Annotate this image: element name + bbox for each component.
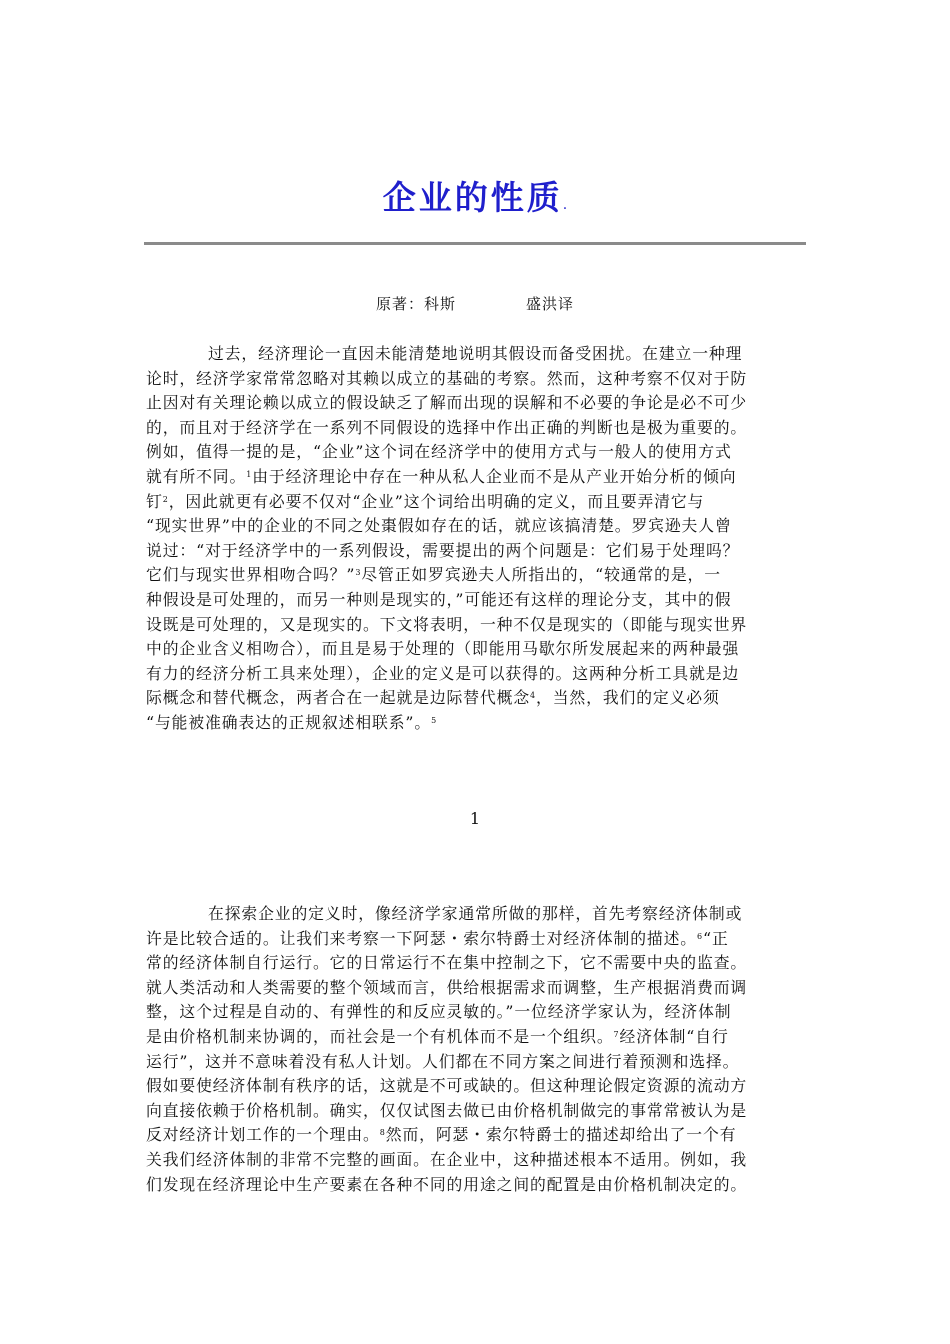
- text-line: 中的企业含义相吻合），而且是易于处理的（即能用马歇尔所发展起来的两种最强: [146, 639, 740, 659]
- footnote-marker[interactable]: 4: [530, 691, 537, 701]
- text-line: [146, 927, 806, 952]
- line-text: 是由价格机制来协调的，而社会是一个有机体而不是一个组织。: [146, 1026, 614, 1046]
- text-line: 过去，经济理论一直因未能清楚地说明其假设而备受困扰。在建立一种理: [208, 344, 743, 363]
- document-title: [0, 176, 950, 227]
- text-line: 常的经济体制自行运行。它的日常运行不在集中控制之下，它不需要中央的监查。: [146, 953, 748, 973]
- text-line: [146, 686, 806, 711]
- footnote-marker[interactable]: 2: [162, 494, 169, 504]
- text-line: 论时，经济学家常常忽略对其赖以成立的基础的考察。然而，这种考察不仅对于防: [146, 368, 748, 388]
- author-credit: 原著：科斯: [375, 295, 456, 313]
- line-text: 许是比较合适的。让我们来考察一下阿瑟・索尔特爵士对经济体制的描述。: [146, 928, 697, 948]
- text-line: [146, 563, 806, 588]
- footnote-marker[interactable]: 7: [613, 1029, 620, 1039]
- text-line: 整，这个过程是自动的、有弹性的和反应灵敏的。”一位经济学家认为，经济体制: [146, 1002, 732, 1022]
- title-divider: [144, 242, 806, 245]
- line-text: 反对经济计划工作的一个理由。: [146, 1125, 380, 1145]
- line-text: 际概念和替代概念，两者合在一起就是边际替代概念: [146, 688, 531, 708]
- line-text: 它们与现实世界相吻合吗？”: [146, 565, 356, 585]
- text-line: [146, 490, 806, 515]
- footnote-marker[interactable]: 6: [697, 931, 703, 941]
- body-paragraph-2: [146, 902, 806, 1197]
- line-text: “正: [703, 928, 729, 948]
- line-text: 就有所不同。: [146, 466, 247, 486]
- text-line: 运行”，这并不意味着没有私人计划。人们都在不同方案之间进行着预测和选择。: [146, 1051, 740, 1071]
- text-line: 说过：“对于经济学中的一系列假设，需要提出的两个问题是：它们易于处理吗？: [146, 540, 740, 560]
- line-text: 尽管正如罗宾逊夫人所指出的，“较通常的是，一: [361, 565, 721, 585]
- translator-credit: 盛洪译: [526, 295, 575, 313]
- text-line: 设既是可处理的，又是现实的。下文将表明，一种不仅是现实的（即能与现实世界: [146, 614, 748, 634]
- text-line: 种假设是可处理的，而另一种则是现实的，”可能还有这样的理论分支，其中的假: [146, 589, 732, 609]
- text-line: 就人类活动和人类需要的整个领域而言，供给根据需求而调整，生产根据消费而调: [146, 977, 748, 997]
- text-line: 假如要使经济体制有秩序的话，这就是不可或缺的。但这种理论假定资源的流动方: [146, 1076, 748, 1096]
- text-line: 止因对有关理论赖以成立的假设缺乏了解而出现的误解和不必要的争论是必不可少: [146, 393, 748, 413]
- text-line: [146, 1025, 806, 1050]
- text-line: 在探索企业的定义时，像经济学家通常所做的那样，首先考察经济体制或: [208, 904, 743, 923]
- body-paragraph-1: [146, 342, 806, 736]
- text-line: 向直接依赖于价格机制。确实，仅仅试图去做已由价格机制做完的事常常被认为是: [146, 1100, 748, 1120]
- text-line: 关我们经济体制的非常不完整的画面。在企业中，这种描述根本不适用。例如，我: [146, 1149, 748, 1169]
- page-number: 1: [469, 809, 481, 828]
- line-text: ，因此就更有必要不仅对“企业”这个词给出明确的定义，而且要弄清它与: [168, 491, 705, 511]
- footnote-marker[interactable]: 3: [355, 568, 362, 578]
- text-line: 的，而且对于经济学在一系列不同假设的选择中作出正确的判断也是极为重要的。: [146, 417, 748, 437]
- line-text: “与能被准确表达的正规叙述相联系”。: [146, 712, 432, 732]
- text-line: 们发现在经济理论中生产要素在各种不同的用途之间的配置是由价格机制决定的。: [146, 1174, 748, 1194]
- title-mark: .: [562, 197, 568, 213]
- text-line: [146, 1123, 806, 1148]
- line-text: 经济体制“自行: [619, 1026, 729, 1046]
- text-line: 例如，值得一提的是，“企业”这个词在经济学中的使用方式与一般人的使用方式: [146, 442, 732, 462]
- document-title-text: 企业的性质: [382, 178, 563, 217]
- text-line: [146, 465, 806, 490]
- byline: [0, 294, 950, 314]
- text-line: 有力的经济分析工具来处理），企业的定义是可以获得的。这两种分析工具就是边: [146, 663, 740, 683]
- footnote-marker[interactable]: 5: [431, 715, 438, 725]
- text-line: “现实世界”中的企业的不同之处棗假如存在的话，就应该搞清楚。罗宾逊夫人曾: [146, 516, 732, 536]
- footnote-marker[interactable]: 8: [379, 1128, 386, 1138]
- line-text: ，当然，我们的定义必须: [536, 688, 720, 708]
- footnote-marker[interactable]: 1: [246, 469, 253, 479]
- text-line: [146, 711, 806, 736]
- line-text: 然而，阿瑟・索尔特爵士的描述却给出了一个有: [385, 1125, 737, 1145]
- line-text: 由于经济理论中存在一种从私人企业而不是从产业开始分析的倾向: [252, 466, 737, 486]
- line-text: 钉: [146, 491, 163, 511]
